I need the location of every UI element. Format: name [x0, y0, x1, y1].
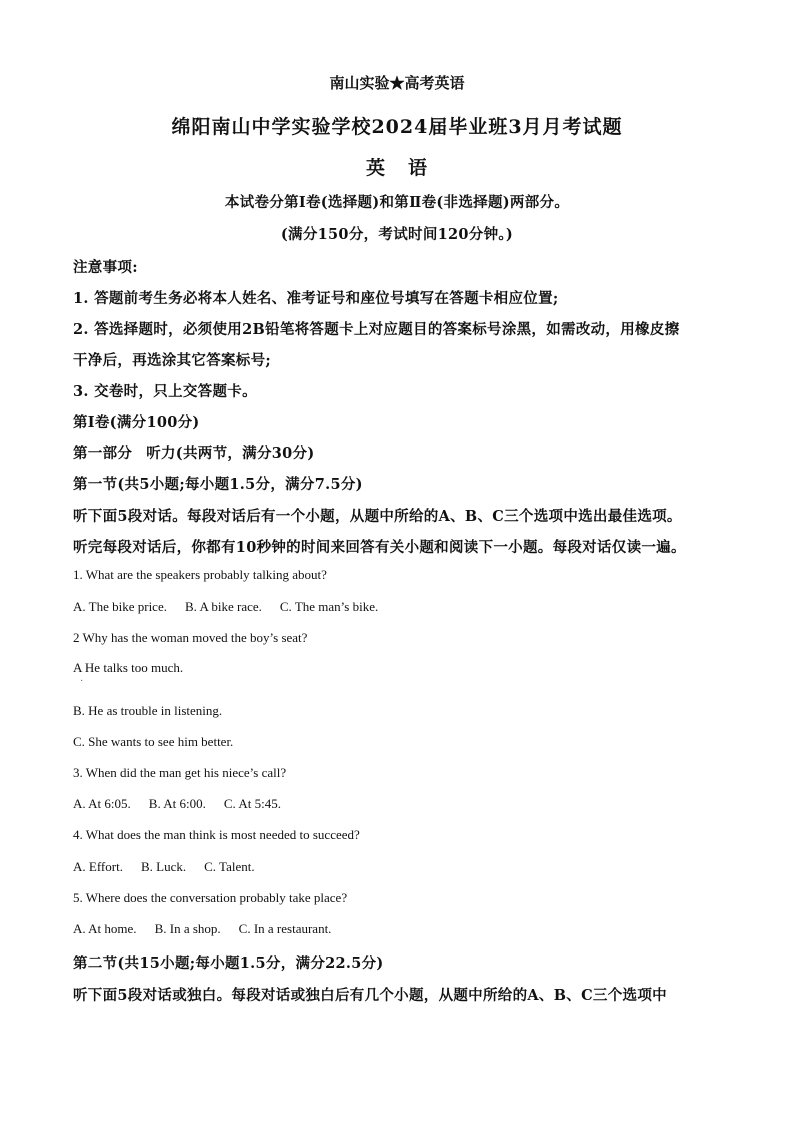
subsection-2-instruction: 听下面5段对话或独白。每段对话或独白后有几个小题，从题中所给的A、B、C三个选项中 [73, 987, 667, 1004]
question-5-options [73, 921, 349, 937]
section-label: 第一部分 [73, 445, 133, 462]
option-c: C. The man’s bike. [279, 599, 379, 614]
exam-tag: 南山实验★高考英语 [329, 74, 465, 92]
option-b: B. A bike race. [184, 599, 262, 614]
question-2: 2 Why has the woman moved the boy’s seat? [73, 630, 308, 645]
question-2-option-a: A He talks too much. [73, 660, 184, 675]
note-item-2-line-2: 干净后，再选涂其它答案标号; [73, 352, 272, 369]
note-item-1: 1. 答题前考生务必将本人姓名、准考证号和座位号填写在答题卡相应位置; [73, 290, 559, 307]
volume-heading: 第Ⅰ卷(满分100分) [73, 414, 200, 431]
section-title: 听力(共两节，满分30分) [146, 445, 315, 462]
option-a: A. The bike price. [73, 599, 167, 614]
question-3-options [73, 796, 299, 812]
note-item-2-line-1: 2. 答选择题时，必须使用2B铅笔将答题卡上对应题目的答案标号涂黑，如需改动，用橡皮擦 [73, 321, 680, 338]
question-1-options [73, 599, 396, 615]
option-b: B. In a shop. [154, 921, 221, 936]
notes-heading: 注意事项: [73, 259, 138, 276]
subsection-1-heading: 第一节(共5小题;每小题1.5分，满分7.5分) [73, 476, 363, 493]
subsection-2-heading: 第二节(共15小题;每小题1.5分，满分22.5分) [73, 955, 384, 972]
option-b: B. Luck. [140, 859, 187, 874]
exam-description: 本试卷分第Ⅰ卷(选择题)和第Ⅱ卷(非选择题)两部分。 [224, 194, 570, 211]
question-4-options [73, 859, 273, 875]
question-2-option-c: C. She wants to see him better. [73, 734, 234, 749]
option-a: A. Effort. [73, 859, 123, 874]
subject-title [0, 153, 794, 180]
instruction-line-2: 听完每段对话后，你都有10秒钟的时间来回答有关小题和阅读下一小题。每段对话仅读一遍。 [73, 539, 686, 556]
subject-char-1: 英 [365, 157, 386, 179]
option-c: C. In a restaurant. [238, 921, 332, 936]
question-5: 5. Where does the conversation probably take place? [73, 890, 348, 905]
option-a: A. At home. [73, 921, 137, 936]
question-1: 1. What are the speakers probably talking about? [73, 567, 327, 582]
note-item-3: 3. 交卷时，只上交答题卡。 [73, 383, 257, 400]
option-c: C. At 5:45. [223, 796, 281, 811]
section-heading [73, 442, 315, 463]
subject-char-2: 语 [408, 157, 429, 179]
score-time: (满分150分，考试时间120分钟。) [280, 226, 514, 243]
question-3: 3. When did the man get his niece’s call? [73, 765, 287, 780]
question-2-option-b: B. He as trouble in listening. [73, 703, 223, 718]
question-4: 4. What does the man think is most needed to succeed? [73, 827, 360, 842]
exam-title: 绵阳南山中学实验学校2024届毕业班3月月考试题 [171, 116, 623, 138]
option-a: A. At 6:05. [73, 796, 131, 811]
stray-mark: · [80, 676, 84, 687]
instruction-line-1: 听下面5段对话。每段对话后有一个小题，从题中所给的A、B、C三个选项中选出最佳选项。 [73, 508, 682, 525]
option-b: B. At 6:00. [148, 796, 206, 811]
option-c: C. Talent. [204, 859, 255, 874]
